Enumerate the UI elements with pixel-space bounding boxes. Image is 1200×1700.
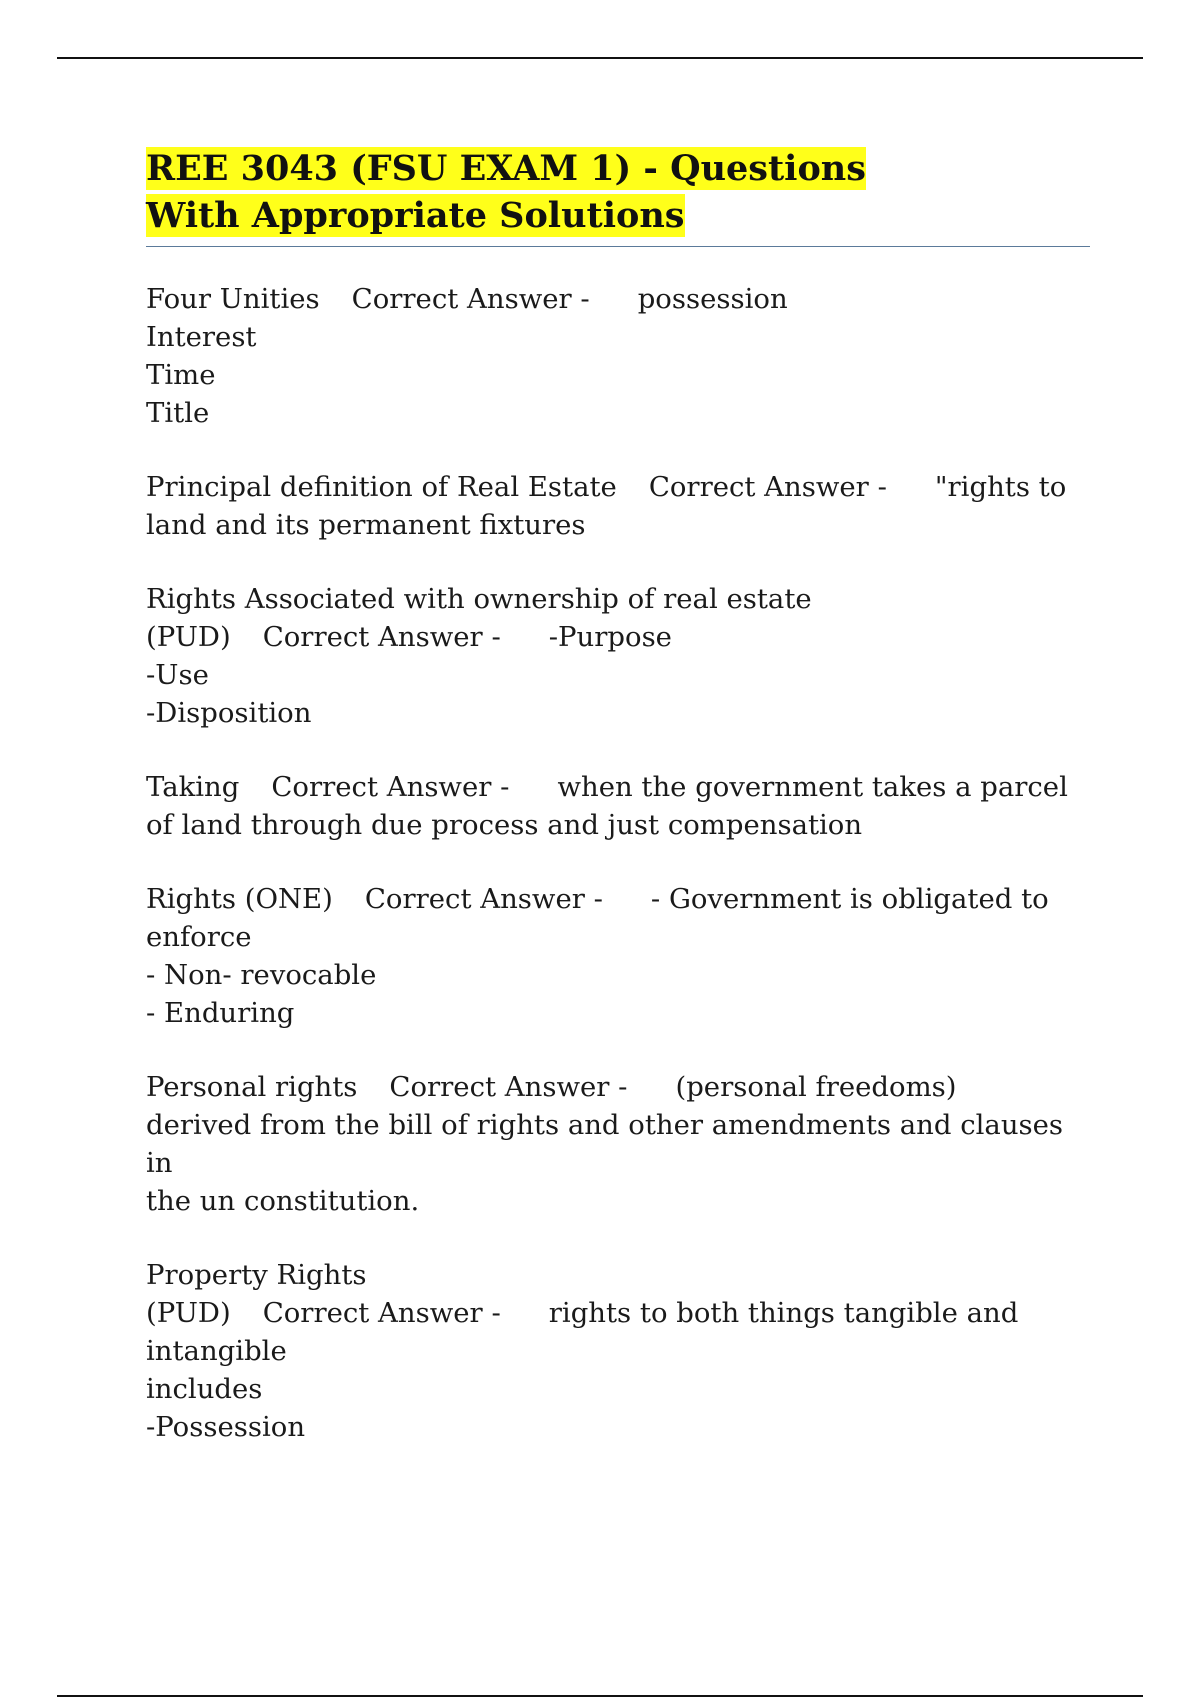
document-body (146, 145, 1090, 1482)
answer-line: -Disposition (146, 697, 312, 729)
qa-first-line: (PUD) Correct Answer - -Purpose (146, 621, 672, 653)
answer-label: Correct Answer (271, 771, 492, 803)
answer-line: intangible (146, 1335, 287, 1367)
answer-label: Correct Answer (648, 471, 869, 503)
answer-label: Correct Answer (389, 1071, 610, 1103)
page-bottom-rule (57, 1695, 1143, 1697)
answer-line: land and its permanent fixtures (146, 509, 586, 541)
answer-line: Interest (146, 321, 257, 353)
qa-first-line: Taking Correct Answer - when the government takes a parcel (146, 771, 1068, 803)
answer-line: includes (146, 1373, 263, 1405)
answer-line: of land through due process and just compensation (146, 809, 863, 841)
page-top-rule (57, 57, 1143, 59)
answer-label: Correct Answer (262, 1297, 483, 1329)
answer-text: "rights to (934, 471, 1067, 503)
document-title: REE 3043 (FSU EXAM 1) - Questions With Appropriate Solutions (146, 148, 866, 236)
answer-text: - Government is obligated to (650, 883, 1049, 915)
qa-item (146, 1256, 1090, 1446)
qa-item (146, 580, 1090, 732)
qa-item (146, 768, 1090, 844)
question-text: Rights (ONE) (146, 883, 333, 915)
answer-line: Time (146, 359, 216, 391)
answer-line: derived from the bill of rights and other amendments and clauses in (146, 1109, 1064, 1179)
qa-first-line: Four Unities Correct Answer - possession (146, 283, 788, 315)
answer-text: -Purpose (548, 621, 672, 653)
answer-text: rights to both things tangible and (548, 1297, 1019, 1329)
answer-line: the un constitution. (146, 1185, 420, 1217)
answer-label: Correct Answer (351, 283, 572, 315)
qa-item (146, 1068, 1090, 1220)
answer-label: Correct Answer (262, 621, 483, 653)
answer-text: possession (637, 283, 788, 315)
question-text: (PUD) (146, 1297, 231, 1329)
question-text: Personal rights (146, 1071, 358, 1103)
answer-line: Title (146, 397, 210, 429)
question-text: Four Unities (146, 283, 320, 315)
answer-line: - Enduring (146, 997, 295, 1029)
question-text: Principal definition of Real Estate (146, 471, 617, 503)
question-text: Property Rights (146, 1259, 367, 1291)
qa-item (146, 880, 1090, 1032)
answer-label: Correct Answer (364, 883, 585, 915)
question-text: Rights Associated with ownership of real estate (146, 583, 812, 615)
title-underline (146, 246, 1090, 247)
qa-item (146, 468, 1090, 544)
answer-text: when the government takes a parcel (557, 771, 1068, 803)
answer-line: -Possession (146, 1411, 306, 1443)
question-text: (PUD) (146, 621, 231, 653)
qa-item (146, 280, 1090, 432)
qa-first-line: Rights (ONE) Correct Answer - - Government is obligated to (146, 883, 1049, 915)
qa-list (146, 280, 1090, 1446)
qa-first-line: (PUD) Correct Answer - rights to both things tangible and (146, 1297, 1019, 1329)
qa-first-line: Personal rights Correct Answer - (personal freedoms) (146, 1071, 957, 1103)
answer-line: -Use (146, 659, 209, 691)
qa-first-line: Principal definition of Real Estate Correct Answer - "rights to (146, 471, 1067, 503)
answer-line: enforce (146, 921, 252, 953)
answer-line: - Non- revocable (146, 959, 377, 991)
question-text: Taking (146, 771, 240, 803)
answer-text: (personal freedoms) (675, 1071, 957, 1103)
